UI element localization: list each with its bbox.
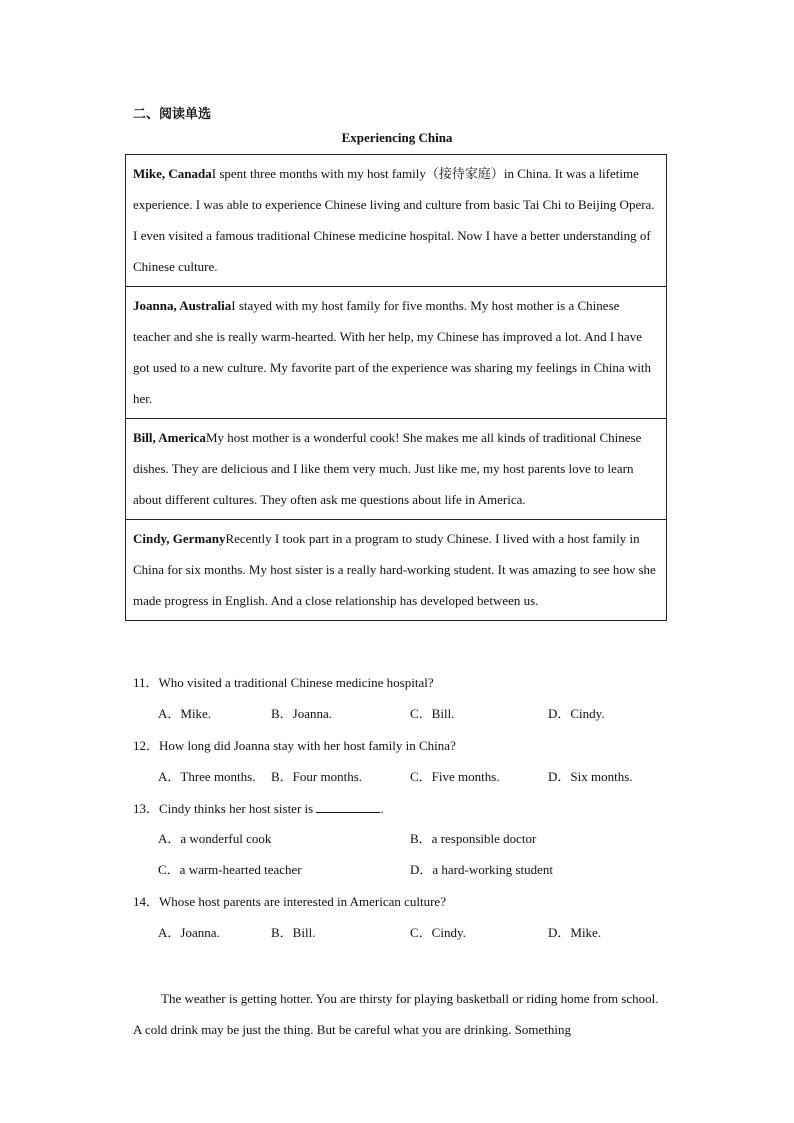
q13-option-c[interactable]: C．a warm-hearted teacher [158, 862, 302, 877]
entry-name: Bill, America [133, 430, 206, 445]
q11-option-c[interactable]: C．Bill. [410, 706, 455, 721]
entry-text: Recently I took part in a program to study Chinese. I lived with a host family in China for six months. My host sister is a really hard-working student. It was amazing to see how she made progress in English. And a close relationship has developed between us. [133, 531, 656, 608]
q13-option-d[interactable]: D．a hard-working student [410, 862, 553, 877]
q11-option-a[interactable]: A．Mike. [158, 706, 212, 721]
q13-option-b[interactable]: B．a responsible doctor [410, 831, 537, 846]
question-13 [133, 800, 384, 817]
question-12: 12．How long did Joanna stay with her host family in China? [133, 738, 456, 753]
q12-option-c[interactable]: C．Five months. [410, 769, 500, 784]
answer-blank [316, 800, 380, 813]
entry-text: I spent three months with my host family（接待家庭）in China. It was a lifetime experience. I was able to experience Chinese living and culture from basic Tai Chi to Beijing Opera. I even visited a famous traditional Chinese medicine hospital. Now I have a better understanding of Chinese culture. [133, 166, 655, 274]
q14-option-b[interactable]: B．Bill. [271, 925, 316, 940]
question-11: 11．Who visited a traditional Chinese medicine hospital? [133, 675, 434, 690]
entry-text: My host mother is a wonderful cook! She makes me all kinds of traditional Chinese dishes. They are delicious and I like them very much. Just like me, my host parents love to learn about different cultures. They often ask me questions about life in America. [133, 430, 642, 507]
q14-option-a[interactable]: A．Joanna. [158, 925, 220, 940]
entry-name: Joanna, Australia [133, 298, 232, 313]
q13-stem-after: . [380, 801, 384, 816]
entry-name: Cindy, Germany [133, 531, 226, 546]
passage-title: Experiencing China [341, 130, 453, 145]
entry-bill [126, 418, 666, 519]
q12-option-d[interactable]: D．Six months. [548, 769, 633, 784]
entry-joanna [126, 286, 666, 418]
entry-cindy [126, 519, 666, 620]
q12-option-a[interactable]: A．Three months. [158, 769, 256, 784]
q13-stem-before: 13．Cindy thinks her host sister is [133, 801, 317, 816]
q14-option-d[interactable]: D．Mike. [548, 925, 602, 940]
entry-text: I stayed with my host family for five months. My host mother is a Chinese teacher and she is really warm-hearted. With her help, my Chinese has improved a lot. And I have got used to a new culture. My favorite part of the experience was sharing my feelings in China with her. [133, 298, 652, 406]
entry-mike [126, 155, 666, 286]
q12-option-b[interactable]: B．Four months. [271, 769, 363, 784]
q11-option-b[interactable]: B．Joanna. [271, 706, 333, 721]
section-title: 二、阅读单选 [133, 107, 212, 122]
entry-name: Mike, Canada [133, 166, 212, 181]
passage-table [125, 154, 667, 621]
q11-option-d[interactable]: D．Cindy. [548, 706, 605, 721]
question-14: 14．Whose host parents are interested in American culture? [133, 894, 446, 909]
next-passage: The weather is getting hotter. You are thirsty for playing basketball or riding home from school. A cold drink may be just the thing. But be careful what you are drinking. Something [133, 991, 659, 1037]
q13-option-a[interactable]: A．a wonderful cook [158, 831, 272, 846]
q14-option-c[interactable]: C．Cindy. [410, 925, 466, 940]
